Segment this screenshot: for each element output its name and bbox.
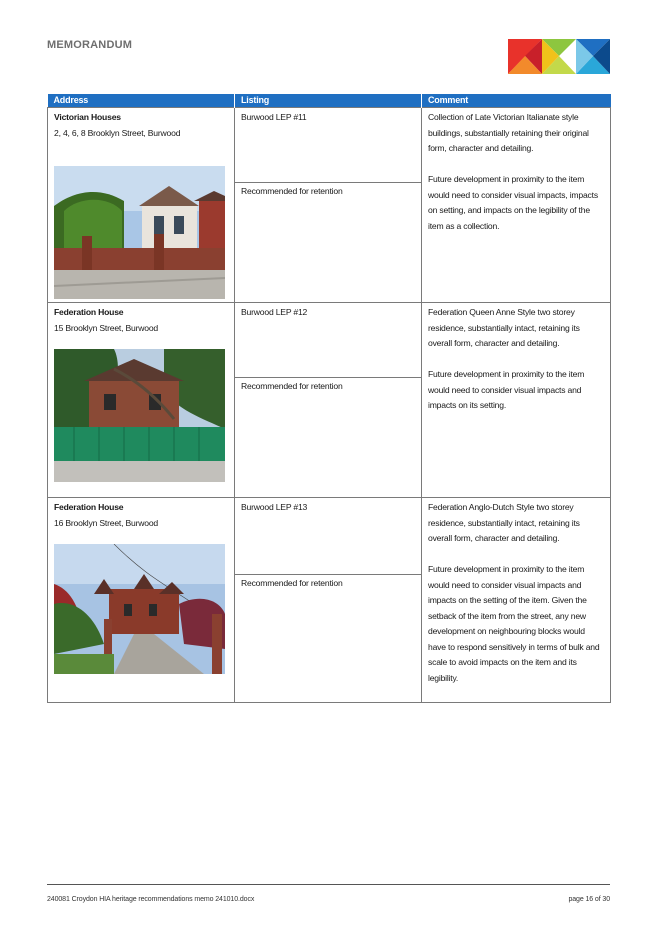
address-cell: [48, 303, 235, 498]
address-cell: [48, 498, 235, 703]
recommendation-text: Recommended for retention: [241, 578, 343, 588]
heritage-table: [47, 94, 611, 703]
comment-paragraph: Future development in proximity to the item would need to consider visual impacts, impacts on setting, and impacts on the legibility of the item as a collection.: [428, 174, 598, 231]
listing-cell: [235, 303, 422, 498]
footer-page-number: page 16 of 30: [568, 896, 610, 903]
listing-cell: [235, 108, 422, 303]
memo-title: MEMORANDUM: [47, 39, 133, 51]
comment-paragraph: Federation Queen Anne Style two storey residence, substantially intact, retaining its overall form, character and detailing.: [428, 307, 580, 348]
table-row: [48, 108, 611, 303]
address-cell: [48, 108, 235, 303]
property-photo: [54, 166, 225, 299]
listing-reference: Burwood LEP #12: [241, 307, 308, 317]
recommendation-text: Recommended for retention: [241, 381, 343, 391]
column-header-listing: Listing: [235, 94, 422, 108]
footer-document-name: 240081 Croydon HIA heritage recommendations memo 241010.docx: [47, 896, 255, 903]
comment-paragraph: Future development in proximity to the item would need to consider visual impacts and impacts on the setting of the item. Given the setback of the item from the street, any new development on neighbouring blocks would have to respond sensitively in terms of bulk and scale to avoid impacts on the item and its legibility.: [428, 564, 600, 683]
footer-divider: [47, 884, 610, 885]
listing-divider: [235, 574, 421, 575]
property-name: Federation House: [54, 307, 124, 317]
property-street: 16 Brooklyn Street, Burwood: [54, 517, 158, 528]
table-header-row: [48, 94, 611, 108]
table-row: [48, 498, 611, 703]
recommendation-text: Recommended for retention: [241, 186, 343, 196]
property-photo: [54, 544, 225, 674]
property-name: Federation House: [54, 502, 124, 512]
comment-cell: [422, 498, 611, 703]
property-name: Victorian Houses: [54, 112, 121, 122]
column-header-address: Address: [48, 94, 235, 108]
comment-cell: [422, 108, 611, 303]
column-header-comment: Comment: [422, 94, 611, 108]
listing-reference: Burwood LEP #11: [241, 112, 307, 122]
comment-paragraph: Collection of Late Victorian Italianate style buildings, substantially retaining their original form, character and detailing.: [428, 112, 589, 153]
property-street: 15 Brooklyn Street, Burwood: [54, 322, 158, 333]
comment-paragraph: Future development in proximity to the item would need to consider visual impacts and impacts on its setting.: [428, 369, 585, 410]
listing-cell: [235, 498, 422, 703]
company-logo: [508, 39, 610, 74]
listing-divider: [235, 182, 421, 183]
comment-cell: [422, 303, 611, 498]
comment-paragraph: Federation Anglo-Dutch Style two storey residence, substantially intact, retaining its overall form, character and detailing.: [428, 502, 580, 543]
property-photo: [54, 349, 225, 482]
listing-reference: Burwood LEP #13: [241, 502, 308, 512]
property-street: 2, 4, 6, 8 Brooklyn Street, Burwood: [54, 127, 181, 138]
table-row: [48, 303, 611, 498]
listing-divider: [235, 377, 421, 378]
